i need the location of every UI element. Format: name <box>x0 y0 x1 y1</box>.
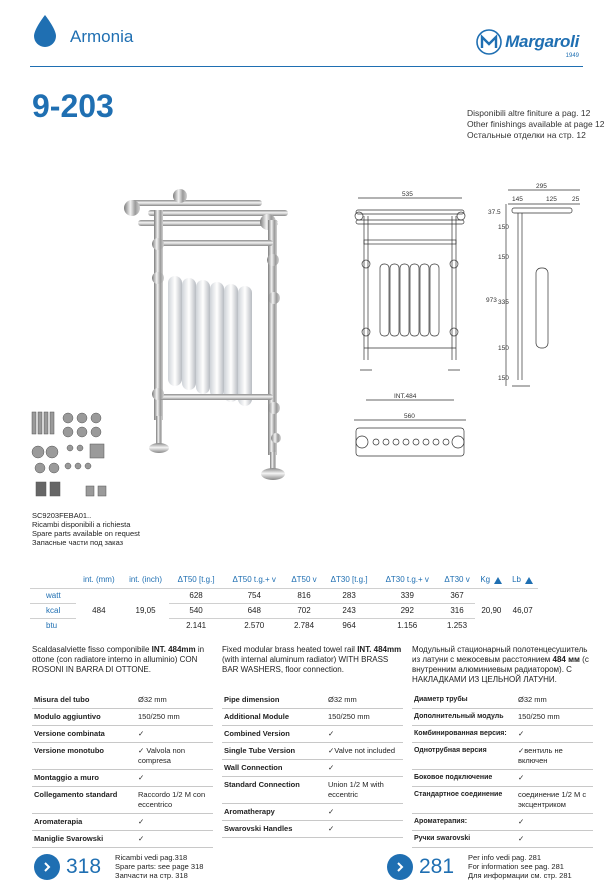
feature-key: Swarovski Handles <box>222 821 326 838</box>
dim-height: 973 <box>486 297 497 304</box>
feature-value: ✓ <box>136 814 213 831</box>
product-photo <box>118 180 326 485</box>
table-cell: 754 <box>223 588 286 603</box>
dim-d1: 37.5 <box>488 209 501 216</box>
feature-key: Maniglie Svarowski <box>32 831 136 848</box>
table-cell: 540 <box>169 603 222 618</box>
feature-key: Однотрубная версия <box>412 743 516 770</box>
feature-key: Collegamento standard <box>32 787 136 814</box>
dim-d3: 150 <box>498 254 509 261</box>
feature-value: Union 1/2 M with eccentric <box>326 777 403 804</box>
table-cell: 243 <box>322 603 375 618</box>
row-label-kcal: kcal <box>30 603 76 618</box>
table-cell: 2.784 <box>286 618 323 633</box>
feature-key: Диаметр трубы <box>412 692 516 709</box>
spec-header-row <box>30 572 538 588</box>
feature-value: ✓ <box>136 770 213 787</box>
dim-d6: 150 <box>498 375 509 382</box>
table-cell: 2.570 <box>223 618 286 633</box>
feature-value: ✓ <box>136 831 213 848</box>
margaroli-logo-icon <box>476 29 502 55</box>
finishes-en: Other finishings available at page 12 <box>467 119 605 129</box>
model-code: 9-203 <box>32 88 114 124</box>
spec-header-int-mm: int. (mm) <box>83 575 115 585</box>
table-cell: 292 <box>376 603 439 618</box>
spare-parts-it: Ricambi disponibili a richiesta <box>32 520 131 529</box>
desc-ru-text-2: (с внутренним алюминиевым радиатором). С НАКЛАДКАМИ ИЗ ЦЕЛЬНОЙ ЛАТУНИ. <box>412 655 589 684</box>
feature-value: ✓ <box>326 821 403 838</box>
page-header <box>0 0 613 66</box>
table-row <box>222 821 403 838</box>
spec-table <box>30 572 538 633</box>
lb-value: 46,07 <box>507 588 538 633</box>
chevron-right-icon[interactable] <box>387 854 413 880</box>
page-ref-notes <box>115 853 203 880</box>
table-row <box>32 814 213 831</box>
dim-d5: 150 <box>498 345 509 352</box>
row-label-watt: watt <box>30 588 76 603</box>
feature-value: ✓ <box>136 726 213 743</box>
feature-key: Pipe dimension <box>222 692 326 709</box>
feature-value: ✓ <box>326 804 403 821</box>
header-divider <box>30 66 583 67</box>
table-row <box>412 787 593 814</box>
table-cell: 339 <box>376 588 439 603</box>
feature-value: Ø32 mm <box>516 692 593 709</box>
feature-key: Standard Connection <box>222 777 326 804</box>
dim-depth-total: 295 <box>536 183 547 190</box>
int-mm-value: 484 <box>76 588 122 633</box>
spec-header-dt30-v: ΔT30 v <box>444 575 470 585</box>
feature-value: ✓ <box>326 760 403 777</box>
page-ref-en: Spare parts: see page 318 <box>115 862 204 871</box>
feature-value: 150/250 mm <box>136 709 213 726</box>
table-row <box>222 743 403 760</box>
description-en <box>222 645 402 675</box>
description-ru <box>412 645 592 685</box>
feature-value: Ø32 mm <box>136 692 213 709</box>
dim-depth-a: 145 <box>512 196 523 203</box>
feature-value: 150/250 mm <box>326 709 403 726</box>
features-table-en <box>222 692 403 838</box>
finishes-it: Disponibili altre finiture a pag. 12 <box>467 108 591 118</box>
table-cell: 628 <box>169 588 222 603</box>
finishes-note <box>467 108 605 141</box>
dim-top-width: 560 <box>404 413 415 420</box>
table-row <box>412 814 593 831</box>
brand-logo <box>476 28 579 59</box>
table-row <box>412 726 593 743</box>
spec-header-kg <box>475 572 507 588</box>
finishes-ru: Остальные отделки на стр. 12 <box>467 130 586 140</box>
weight-icon <box>525 577 533 584</box>
lb-label: Lb <box>512 575 521 585</box>
table-cell: 316 <box>439 603 476 618</box>
table-cell: 1.156 <box>376 618 439 633</box>
features-table-ru <box>412 692 593 848</box>
page-ref-it: Per info vedi pag. 281 <box>468 853 542 862</box>
dim-d4: 335 <box>498 299 509 306</box>
spare-parts-en: Spare parts available on request <box>32 529 140 538</box>
feature-value: соединение 1/2 М с эксцентриком <box>516 787 593 814</box>
page-ref-en: For information see pag. 281 <box>468 862 564 871</box>
feature-value: ✓ <box>516 831 593 848</box>
dim-depth-b: 125 <box>546 196 557 203</box>
table-row <box>30 588 538 603</box>
desc-it-text-2: in ottone (con radiatore interno in alluminio) CON ROSONI IN BARRA DI OTTONE. <box>32 645 205 674</box>
water-drop-icon <box>32 14 58 48</box>
table-row <box>412 831 593 848</box>
feature-key: Additional Module <box>222 709 326 726</box>
page-ref-notes <box>468 853 572 880</box>
spare-parts-image <box>30 410 114 505</box>
desc-en-bold: INT. 484mm <box>357 645 402 654</box>
feature-value: ✓ Valvola non compresa <box>136 743 213 770</box>
feature-key: Aromatherapy <box>222 804 326 821</box>
feature-key: Versione monotubo <box>32 743 136 770</box>
table-row <box>32 743 213 770</box>
feature-value: ✓ <box>516 726 593 743</box>
feature-key: Комбинированная версия: <box>412 726 516 743</box>
info-page-link[interactable] <box>387 853 572 880</box>
kg-label: Kg <box>480 575 491 585</box>
desc-en-text-2: (with internal aluminum radiator) WITH BRASS BAR WASHERS, floor connection. <box>222 655 389 674</box>
page-number: 281 <box>419 854 455 878</box>
table-row <box>32 726 213 743</box>
spec-header-dt30-tgv: ΔT30 t.g.+ v <box>385 575 429 585</box>
table-cell: 283 <box>322 588 375 603</box>
feature-key: Modulo aggiuntivo <box>32 709 136 726</box>
spec-header-dt50-v: ΔT50 v <box>291 575 317 585</box>
feature-key: Single Tube Version <box>222 743 326 760</box>
feature-value: ✓ <box>516 770 593 787</box>
table-row <box>222 804 403 821</box>
dim-depth-c: 25 <box>572 196 580 203</box>
feature-key: Дополнительный модуль <box>412 709 516 726</box>
feature-value: ✓ <box>326 726 403 743</box>
dim-int: INT.484 <box>394 393 417 400</box>
kg-value: 20,90 <box>475 588 507 633</box>
table-row <box>412 692 593 709</box>
feature-value: Raccordo 1/2 M con eccentrico <box>136 787 213 814</box>
table-row <box>222 760 403 777</box>
feature-key: Ручки swarovski <box>412 831 516 848</box>
feature-value: ✓Valve not included <box>326 743 403 760</box>
table-cell: 702 <box>286 603 323 618</box>
brand-name: Margaroli <box>505 32 579 51</box>
table-cell: 1.253 <box>439 618 476 633</box>
table-cell: 2.141 <box>169 618 222 633</box>
table-row <box>32 831 213 848</box>
spec-header-int-inch: int. (inch) <box>129 575 162 585</box>
technical-drawing <box>340 180 590 480</box>
table-row <box>222 777 403 804</box>
brand-year: 1949 <box>565 53 579 59</box>
table-row <box>222 709 403 726</box>
description-it <box>32 645 212 675</box>
table-row <box>412 770 593 787</box>
spec-header-dt50-tg: ΔT50 [t.g.] <box>177 575 215 585</box>
table-cell: 964 <box>322 618 375 633</box>
desc-it-bold: INT. 484mm <box>151 645 196 654</box>
table-row <box>222 726 403 743</box>
feature-value: ✓ <box>516 814 593 831</box>
spare-parts-ru: Запасные части под заказ <box>32 538 124 547</box>
feature-value: 150/250 mm <box>516 709 593 726</box>
desc-ru-bold: 484 мм <box>552 655 580 664</box>
int-inch-value: 19,05 <box>122 588 170 633</box>
feature-value: Ø32 mm <box>326 692 403 709</box>
page-ref-ru: Для информации см. стр. 281 <box>468 871 572 880</box>
row-label-btu: btu <box>30 618 76 633</box>
page-ref-ru: Запчасти на стр. 318 <box>115 871 188 880</box>
spec-header-dt50-tgv: ΔT50 t.g.+ v <box>232 575 276 585</box>
spare-parts-page-link[interactable] <box>34 853 203 880</box>
spec-header-blank <box>30 572 76 588</box>
feature-key: Aromaterapia <box>32 814 136 831</box>
feature-key: Montaggio a muro <box>32 770 136 787</box>
desc-it-text: Scaldasalviette fisso componibile <box>32 645 152 654</box>
page-number: 318 <box>66 854 102 878</box>
dim-d2: 150 <box>498 224 509 231</box>
table-row <box>32 770 213 787</box>
spare-parts-code: SC9203FEBA01.. <box>32 511 92 520</box>
spec-header-lb <box>507 572 538 588</box>
table-row <box>412 743 593 770</box>
dim-front-width: 535 <box>402 191 413 198</box>
feature-key: Wall Connection <box>222 760 326 777</box>
feature-key: Versione combinata <box>32 726 136 743</box>
features-table-it <box>32 692 213 848</box>
spec-header-dt30-tg: ΔT30 [t.g.] <box>330 575 368 585</box>
table-cell: 816 <box>286 588 323 603</box>
feature-key: Combined Version <box>222 726 326 743</box>
table-row <box>412 709 593 726</box>
table-cell: 367 <box>439 588 476 603</box>
desc-en-text: Fixed modular brass heated towel rail <box>222 645 358 654</box>
series-name: Armonia <box>70 27 134 46</box>
table-cell: 648 <box>223 603 286 618</box>
table-row <box>32 709 213 726</box>
chevron-right-icon[interactable] <box>34 854 60 880</box>
desc-ru-text: Модульный стационарный полотенцесушитель из латуни с межосевым расстоянием <box>412 645 588 664</box>
feature-key: Misura del tubo <box>32 692 136 709</box>
table-row <box>32 787 213 814</box>
table-row <box>32 692 213 709</box>
table-row <box>222 692 403 709</box>
feature-key: Стандартное соединение <box>412 787 516 814</box>
feature-key: Боковое подключение <box>412 770 516 787</box>
weight-icon <box>494 577 502 584</box>
feature-value: ✓вентиль не включен <box>516 743 593 770</box>
feature-key: Аромaтерапия: <box>412 814 516 831</box>
spare-parts-note <box>32 511 140 547</box>
page-ref-it: Ricambi vedi pag.318 <box>115 853 188 862</box>
